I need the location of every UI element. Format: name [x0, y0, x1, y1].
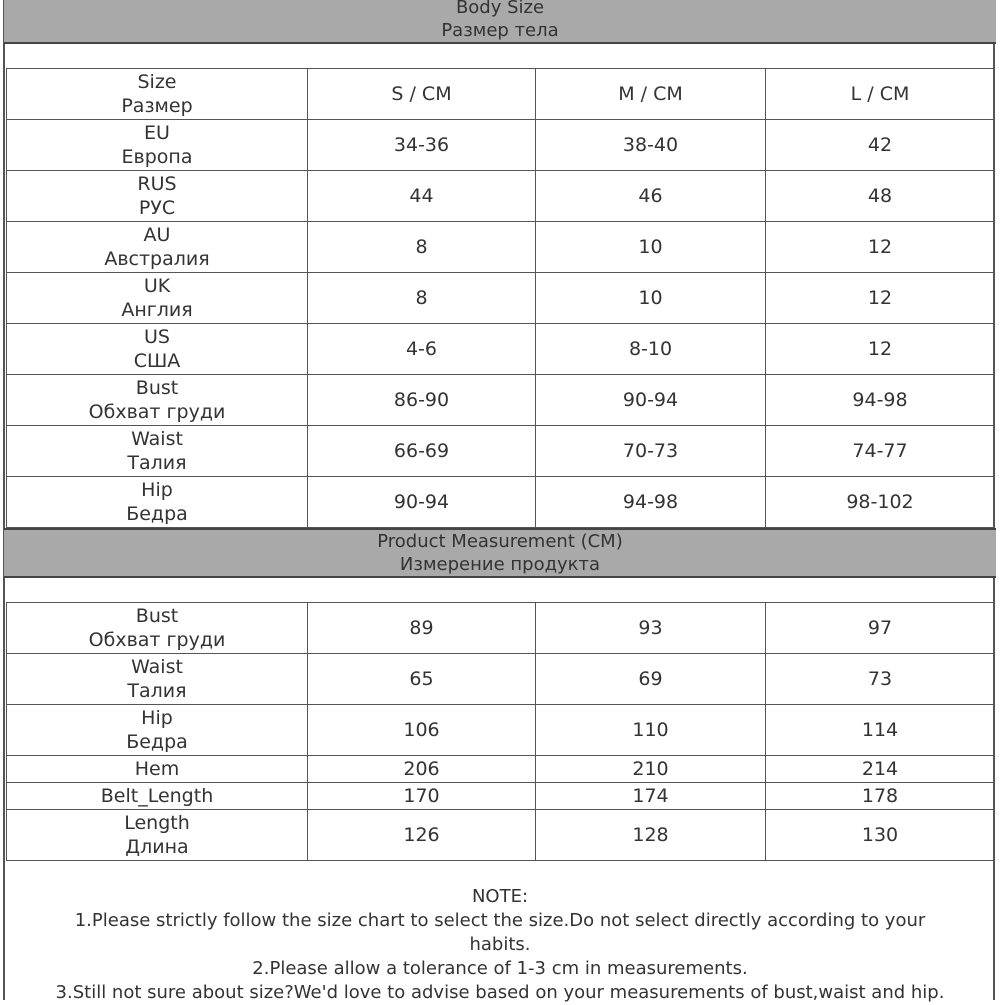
row-label-ru: Обхват груди	[88, 401, 226, 423]
row-label-cell	[7, 171, 308, 222]
table-row	[7, 783, 995, 810]
table-row	[7, 375, 995, 426]
value-cell: 170	[308, 783, 536, 810]
row-label-cell	[7, 756, 308, 783]
row-label-en: Hem	[134, 758, 180, 780]
value-cell: 90-94	[536, 375, 766, 426]
value-cell: 214	[766, 756, 995, 783]
value-cell: 10	[536, 222, 766, 273]
table-row	[7, 477, 995, 528]
note-line-1b: habits.	[469, 934, 531, 955]
value-cell: 8	[308, 222, 536, 273]
value-cell: 69	[536, 654, 766, 705]
value-cell: 126	[308, 810, 536, 861]
row-label-ru: Бедра	[126, 731, 188, 753]
row-label-cell	[7, 654, 308, 705]
value-cell: 130	[766, 810, 995, 861]
row-label-ru: РУС	[138, 197, 176, 219]
value-cell: 86-90	[308, 375, 536, 426]
row-label-en: RUS	[137, 173, 177, 195]
table-row	[7, 810, 995, 861]
row-label-ru: Европа	[121, 146, 193, 168]
row-label-ru: Талия	[127, 680, 187, 702]
row-label-en: Length	[124, 812, 190, 834]
row-label-cell	[7, 324, 308, 375]
product-title-ru: Измерение продукта	[399, 554, 601, 575]
body-size-table	[6, 68, 995, 528]
row-label-en: Waist	[131, 428, 183, 450]
value-cell: 12	[766, 273, 995, 324]
product-title-en: Product Measurement (CM)	[377, 531, 623, 552]
value-cell: 174	[536, 783, 766, 810]
value-cell: 98-102	[766, 477, 995, 528]
row-label-cell	[7, 705, 308, 756]
value-cell: 12	[766, 324, 995, 375]
row-label-en: UK	[143, 275, 171, 297]
table-row	[7, 120, 995, 171]
value-cell: 12	[766, 222, 995, 273]
value-cell: 8	[308, 273, 536, 324]
value-cell: 65	[308, 654, 536, 705]
value-cell: 89	[308, 603, 536, 654]
value-cell: 110	[536, 705, 766, 756]
row-label-en: US	[144, 326, 170, 348]
value-cell: 10	[536, 273, 766, 324]
product-measurement-band	[4, 528, 996, 578]
row-label-en: Belt_Length	[100, 785, 214, 807]
value-cell: 46	[536, 171, 766, 222]
value-cell: 206	[308, 756, 536, 783]
row-label-ru: Австралия	[104, 248, 210, 270]
note-line-3: 3.Still not sure about size?We'd love to advise based on your measurements of bust,waist and hip.	[55, 982, 945, 1003]
value-cell: 114	[766, 705, 995, 756]
row-label-cell	[7, 375, 308, 426]
product-table	[6, 602, 995, 861]
body-size-title-en: Body Size	[455, 0, 545, 18]
row-label-ru: Длина	[125, 836, 189, 858]
value-cell: 70-73	[536, 426, 766, 477]
table-row	[7, 756, 995, 783]
value-cell: 4-6	[308, 324, 536, 375]
value-cell: 66-69	[308, 426, 536, 477]
header-l: L / CM	[766, 69, 995, 120]
note-line-2: 2.Please allow a tolerance of 1-3 cm in measurements.	[252, 958, 748, 979]
row-label-en: Waist	[131, 656, 183, 678]
table-row	[7, 222, 995, 273]
row-label-cell	[7, 120, 308, 171]
table-row	[7, 705, 995, 756]
row-label-cell	[7, 603, 308, 654]
row-label-ru: США	[133, 350, 181, 372]
value-cell: 93	[536, 603, 766, 654]
body-size-title-ru: Размер тела	[441, 20, 559, 41]
table-row-header	[7, 69, 995, 120]
value-cell: 97	[766, 603, 995, 654]
size-label-ru: Размер	[121, 95, 193, 117]
value-cell: 106	[308, 705, 536, 756]
table-row	[7, 654, 995, 705]
row-label-cell	[7, 222, 308, 273]
value-cell: 90-94	[308, 477, 536, 528]
table-row	[7, 426, 995, 477]
value-cell: 210	[536, 756, 766, 783]
row-label-en: Bust	[135, 605, 179, 627]
value-cell: 8-10	[536, 324, 766, 375]
row-label-ru: Обхват груди	[88, 629, 226, 651]
table-row	[7, 171, 995, 222]
row-label-cell	[7, 273, 308, 324]
row-label-en: Hip	[141, 479, 173, 501]
value-cell: 94-98	[766, 375, 995, 426]
row-label-cell	[7, 783, 308, 810]
row-label-en: Hip	[141, 707, 173, 729]
note-section	[6, 860, 994, 1003]
value-cell: 178	[766, 783, 995, 810]
value-cell: 38-40	[536, 120, 766, 171]
size-label-cell	[7, 69, 308, 120]
value-cell: 94-98	[536, 477, 766, 528]
value-cell: 73	[766, 654, 995, 705]
row-label-ru: Талия	[127, 452, 187, 474]
table-row	[7, 273, 995, 324]
header-m: M / CM	[536, 69, 766, 120]
value-cell: 48	[766, 171, 995, 222]
row-label-en: AU	[143, 224, 171, 246]
header-s: S / CM	[308, 69, 536, 120]
note-title: NOTE:	[471, 886, 529, 907]
row-label-en: Bust	[135, 377, 179, 399]
row-label-ru: Бедра	[126, 503, 188, 525]
row-label-cell	[7, 477, 308, 528]
value-cell: 34-36	[308, 120, 536, 171]
row-label-cell	[7, 426, 308, 477]
table-row	[7, 324, 995, 375]
table-row	[7, 603, 995, 654]
value-cell: 74-77	[766, 426, 995, 477]
note-line-1: 1.Please strictly follow the size chart to select the size.Do not select directly according to your	[74, 910, 926, 931]
value-cell: 42	[766, 120, 995, 171]
body-size-band	[4, 0, 996, 44]
row-label-en: EU	[144, 122, 170, 144]
row-label-ru: Англия	[121, 299, 193, 321]
value-cell: 128	[536, 810, 766, 861]
size-label-en: Size	[137, 71, 177, 93]
value-cell: 44	[308, 171, 536, 222]
row-label-cell	[7, 810, 308, 861]
